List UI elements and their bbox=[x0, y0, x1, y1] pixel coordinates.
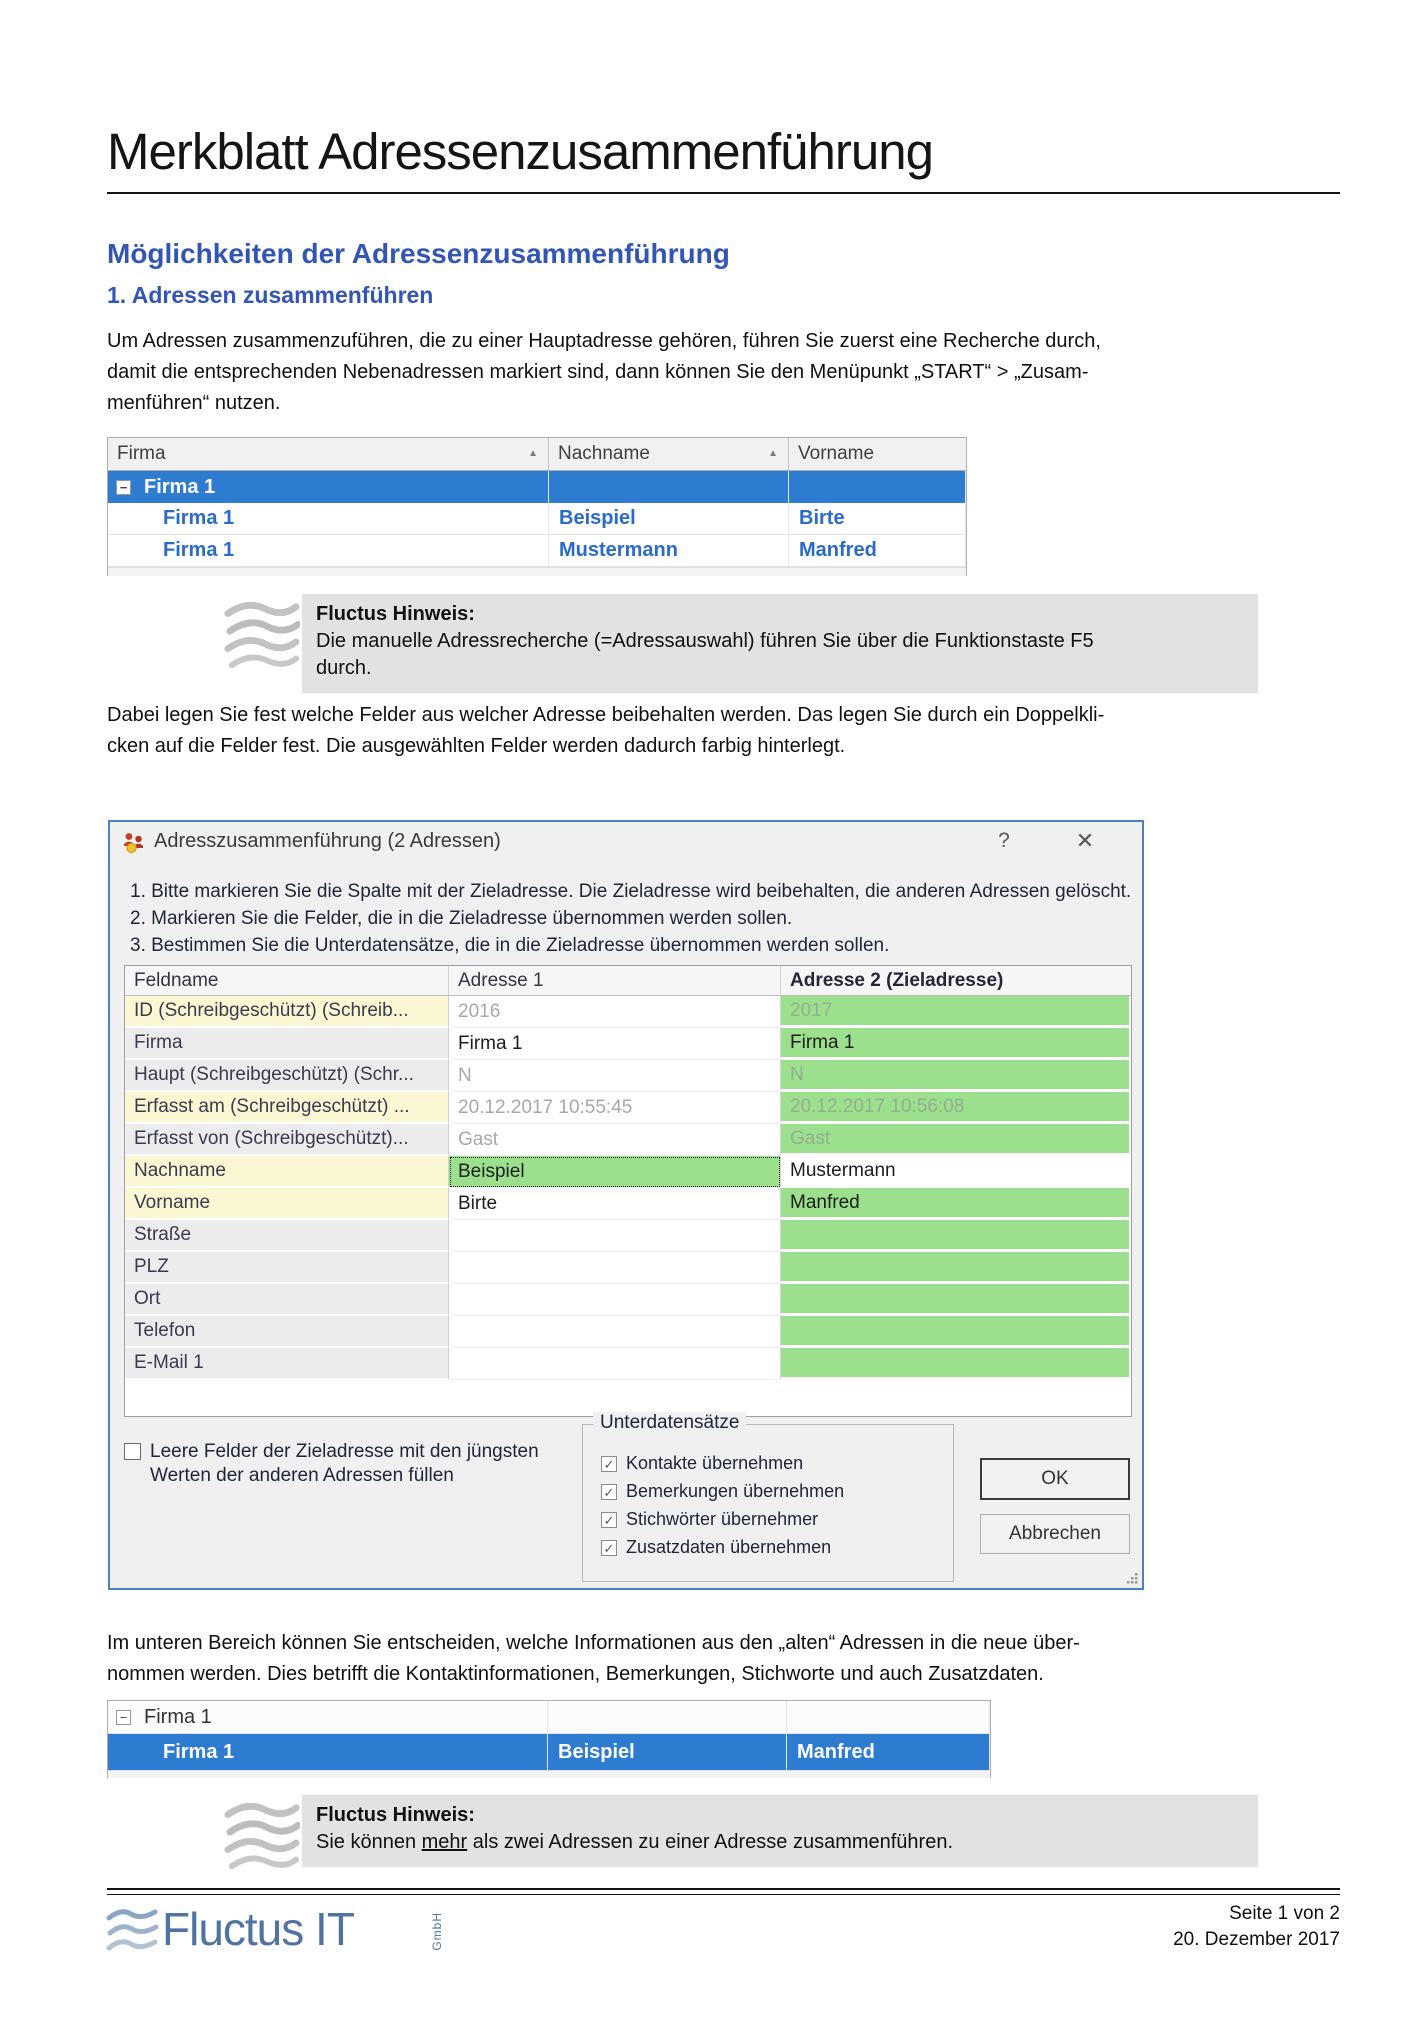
section-heading: Möglichkeiten der Adressenzusammenführung bbox=[107, 238, 730, 269]
page-title: Merkblatt Adressenzusammenführung bbox=[107, 123, 933, 180]
hint-title: Fluctus Hinweis: bbox=[316, 603, 475, 625]
help-icon[interactable]: ? bbox=[998, 829, 1010, 852]
column-header-vorname[interactable]: Vorname bbox=[798, 443, 875, 464]
table-row-group-selected[interactable]: − Firma 1 bbox=[108, 471, 966, 503]
column-header-firma[interactable]: Firma ▲ bbox=[108, 438, 549, 470]
address-table bbox=[107, 437, 967, 576]
title-rule bbox=[107, 192, 1340, 194]
merge-row-plz: PLZ bbox=[125, 1252, 1131, 1284]
merge-row-haupt: Haupt (Schreibgeschützt) (Schr... N N bbox=[125, 1060, 1131, 1092]
subrecords-groupbox bbox=[582, 1412, 954, 1582]
merge-row-id: ID (Schreibgeschützt) (Schreib... 2016 2017 bbox=[125, 996, 1131, 1028]
underlined-word: mehr bbox=[421, 1831, 468, 1853]
result-table bbox=[107, 1700, 991, 1778]
fluctus-wave-icon bbox=[222, 1799, 300, 1877]
sort-asc-icon[interactable]: ▲ bbox=[768, 448, 778, 459]
merge-dialog bbox=[108, 820, 1144, 1590]
checkbox-kontakte[interactable]: ✓ Kontakte übernehmen bbox=[601, 1453, 803, 1474]
cancel-button[interactable]: Abbrechen bbox=[980, 1514, 1130, 1554]
address-table-header bbox=[108, 438, 966, 471]
fluctus-logo-waves-icon bbox=[105, 1904, 159, 1962]
fill-empty-fields-checkbox[interactable]: Leere Felder der Zieladresse mit den jüngsten Werten der anderen Adressen füllen bbox=[124, 1440, 539, 1488]
merge-row-telefon: Telefon bbox=[125, 1316, 1131, 1348]
dialog-titlebar bbox=[110, 822, 1142, 862]
merge-table bbox=[124, 965, 1132, 1417]
checkbox-bemerkungen[interactable]: ✓ Bemerkungen übernehmen bbox=[601, 1481, 844, 1502]
merge-row-strasse: Straße bbox=[125, 1220, 1131, 1252]
footer-logo-gmbh: GmbH bbox=[430, 1912, 444, 1951]
merge-row-nachname: Nachname Beispiel Mustermann bbox=[125, 1156, 1131, 1188]
dialog-instructions: 1. Bitte markieren Sie die Spalte mit der Zieladresse. Die Zieladresse wird beibehalten, die anderen Adressen gelöscht. 2. Markieren Sie die Felder, die in die Zieladresse übernommen werden sollen. 3. Bestimmen Sie die Unterdatensätze, die in die Zieladresse übernommen werden sollen. bbox=[130, 881, 1132, 956]
footer-logo-text: Fluctus IT bbox=[162, 1903, 354, 1955]
merge-table-header bbox=[125, 966, 1131, 996]
close-icon[interactable]: ✕ bbox=[1075, 828, 1095, 853]
footer-date: 20. Dezember 2017 bbox=[1173, 1929, 1340, 1950]
collapse-minus-icon[interactable]: − bbox=[116, 1710, 131, 1725]
fluctus-wave-icon bbox=[222, 598, 300, 676]
hint-box-2: Fluctus Hinweis: Sie können mehr als zwei Adressen zu einer Adresse zusammenführen. bbox=[302, 1795, 1258, 1867]
selected-source-cell[interactable]: Beispiel bbox=[449, 1156, 781, 1188]
sort-asc-icon[interactable]: ▲ bbox=[528, 448, 538, 459]
dialog-title: Adresszusammenführung (2 Adressen) bbox=[154, 830, 501, 852]
groupbox-title: Unterdatensätze bbox=[593, 1412, 746, 1434]
resize-grip-icon[interactable] bbox=[1125, 1571, 1139, 1585]
collapse-minus-icon[interactable]: − bbox=[116, 480, 131, 495]
table-row-partial bbox=[108, 1770, 990, 1778]
page-number: Seite 1 von 2 bbox=[1229, 1903, 1340, 1924]
checkbox-checked-icon[interactable]: ✓ bbox=[601, 1456, 617, 1472]
table-row[interactable]: Firma 1 Beispiel Birte bbox=[108, 503, 966, 535]
checkbox-zusatzdaten[interactable]: ✓ Zusatzdaten übernehmen bbox=[601, 1537, 831, 1558]
merge-row-email: E-Mail 1 bbox=[125, 1348, 1131, 1380]
paragraph-3: Im unteren Bereich können Sie entscheiden, welche Informationen aus den „alten“ Adressen in die neue über- nommen werden. Dies betrifft die Kontaktinformationen, Bemerkungen, Stichworte und auch Zusatzdaten. bbox=[107, 1632, 1080, 1685]
checkbox-checked-icon[interactable]: ✓ bbox=[601, 1484, 617, 1500]
merge-row-firma: Firma Firma 1 Firma 1 bbox=[125, 1028, 1131, 1060]
merge-col-feldname: Feldname bbox=[125, 966, 449, 995]
merge-row-erfasst-am: Erfasst am (Schreibgeschützt) ... 20.12.2017 10:55:45 20.12.2017 10:56:08 bbox=[125, 1092, 1131, 1124]
column-header-nachname[interactable]: Nachname ▲ bbox=[549, 438, 789, 470]
table-row-selected[interactable]: Firma 1 Beispiel Manfred bbox=[108, 1734, 990, 1770]
paragraph-2: Dabei legen Sie fest welche Felder aus welcher Adresse beibehalten werden. Das legen Sie durch ein Doppelkli- cken auf die Felder fest. Die ausgewählten Felder werden dadurch farbig hinterlegt. bbox=[107, 704, 1105, 757]
table-row-partial bbox=[108, 567, 966, 576]
merge-col-adresse1[interactable]: Adresse 1 bbox=[449, 966, 781, 995]
footer-page-info bbox=[900, 1901, 1340, 1953]
merge-people-icon bbox=[122, 831, 146, 855]
table-row-group[interactable]: − Firma 1 bbox=[108, 1701, 990, 1734]
hint-title: Fluctus Hinweis: bbox=[316, 1804, 475, 1826]
checkbox-stichwoerter[interactable]: ✓ Stichwörter übernehmer bbox=[601, 1509, 818, 1530]
checkbox-checked-icon[interactable]: ✓ bbox=[601, 1540, 617, 1556]
hint-box-1: Fluctus Hinweis: Die manuelle Adressrecherche (=Adressauswahl) führen Sie über die Funktionstaste F5 durch. bbox=[302, 594, 1258, 693]
ok-button[interactable]: OK bbox=[980, 1458, 1130, 1500]
merge-row-ort: Ort bbox=[125, 1284, 1131, 1316]
table-row[interactable]: Firma 1 Mustermann Manfred bbox=[108, 535, 966, 567]
paragraph-1: Um Adressen zusammenzuführen, die zu einer Hauptadresse gehören, führen Sie zuerst eine Recherche durch, damit die entsprechenden Nebenadressen markiert sind, dann können Sie den Menüpunkt „START“ > „Zusam- menführen“ nutzen. bbox=[107, 330, 1101, 414]
subsection-heading: 1. Adressen zusammenführen bbox=[107, 282, 434, 308]
checkbox-unchecked[interactable] bbox=[124, 1443, 141, 1460]
merge-row-erfasst-von: Erfasst von (Schreibgeschützt)... Gast Gast bbox=[125, 1124, 1131, 1156]
footer-rule bbox=[107, 1888, 1340, 1890]
merge-row-vorname: Vorname Birte Manfred bbox=[125, 1188, 1131, 1220]
merge-col-adresse2[interactable]: Adresse 2 (Zieladresse) bbox=[790, 969, 1004, 991]
checkbox-checked-icon[interactable]: ✓ bbox=[601, 1512, 617, 1528]
footer-rule-thin bbox=[107, 1894, 1340, 1895]
